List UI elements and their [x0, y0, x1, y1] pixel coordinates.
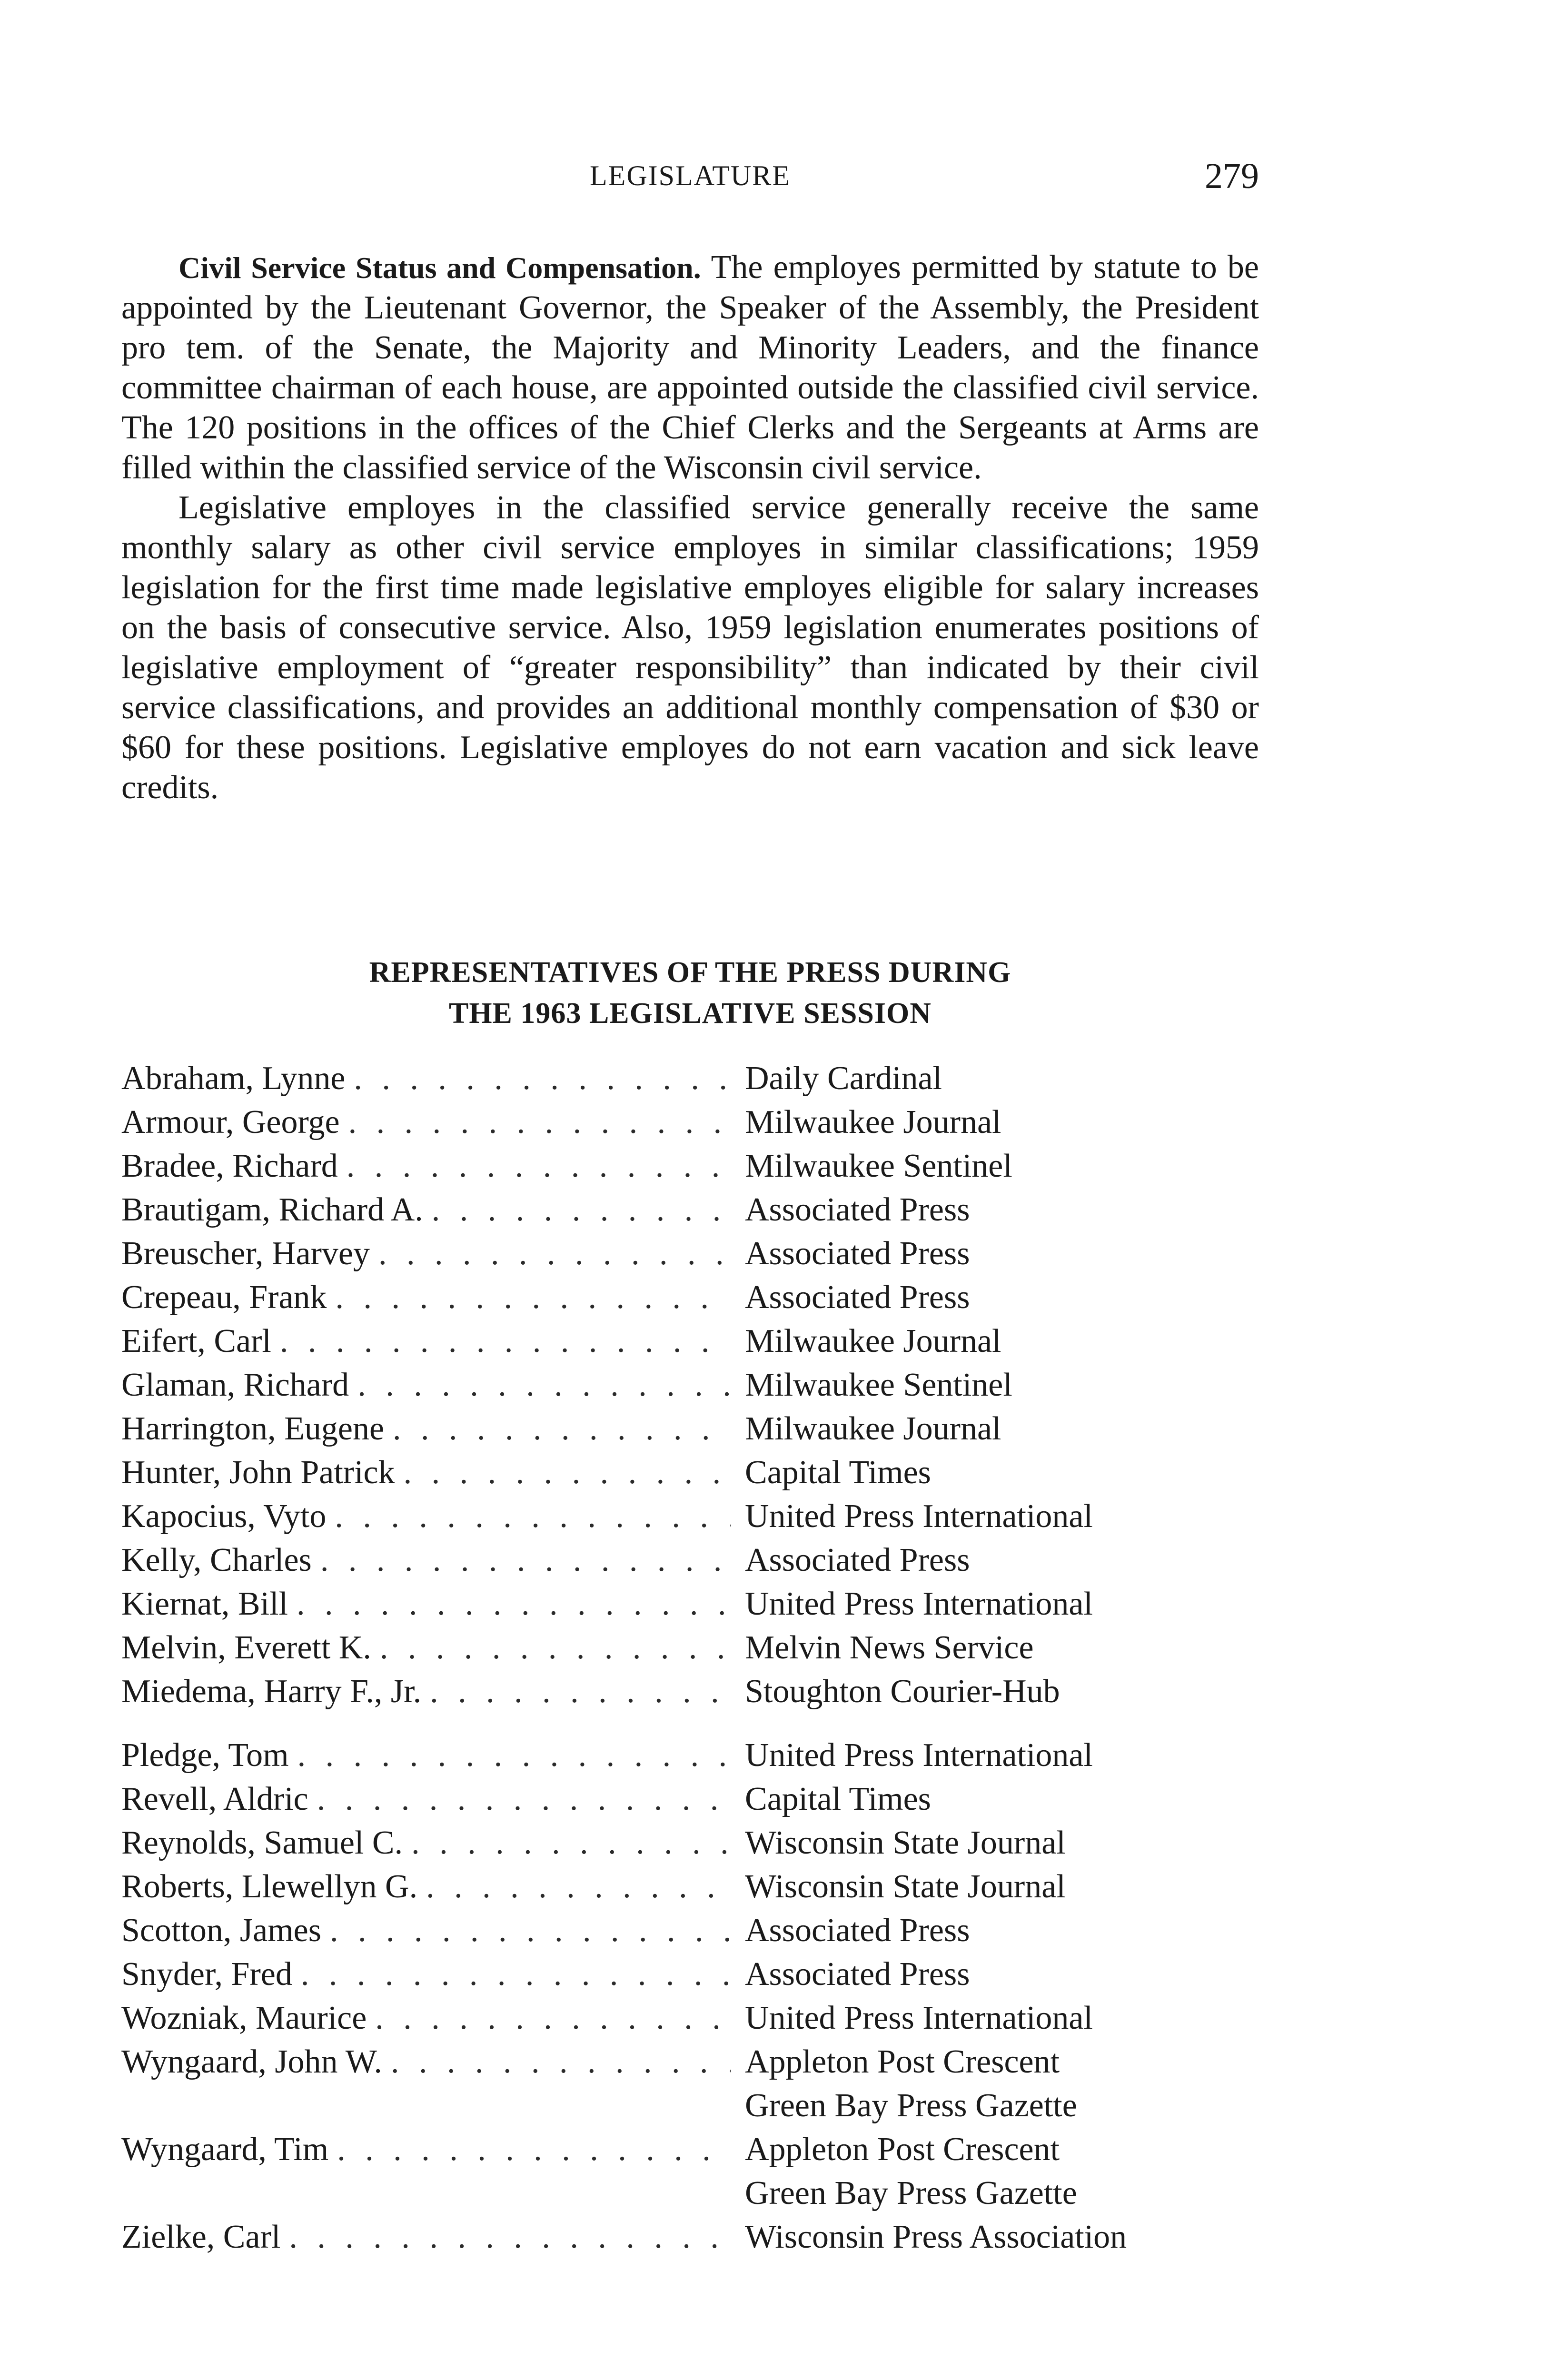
dot-leader [289, 2215, 731, 2259]
entry-name-column [121, 1777, 731, 1821]
press-entry [121, 1232, 1264, 1276]
publication-name: Appleton Post Crescent [745, 2131, 1060, 2168]
publication-column [731, 1495, 1264, 1538]
publication-name: Stoughton Courier-Hub [745, 1673, 1060, 1710]
publication-column [731, 2215, 1264, 2259]
paragraph-1-text: The employes permitted by statute to be appointed by the Lieutenant Governor, the Speaker of the Assembly, the President pro tem. of the Senate, the Majority and Minority Leaders, and the finance committee chairman of each house, are appointed outside the classified civil service. The 120 positions in the offices of the Chief Clerks and the Sergeants at Arms are filled within the classified service of the Wisconsin civil service. [121, 249, 1259, 486]
reporter-name: Hunter, John Patrick [121, 1454, 395, 1491]
dot-leader [411, 1821, 731, 1865]
publication-name-secondary: Green Bay Press Gazette [745, 2175, 1077, 2211]
publication-name: Milwaukee Journal [745, 1410, 1001, 1447]
publication-column [731, 1865, 1264, 1909]
publication-name: Wisconsin State Journal [745, 1825, 1066, 1861]
publication-name: Associated Press [745, 1956, 970, 1993]
publication-name: Milwaukee Journal [745, 1323, 1001, 1359]
publication-column [731, 1188, 1264, 1232]
dot-leader [378, 1232, 731, 1276]
publication-column [731, 1232, 1264, 1276]
press-representatives-list [121, 1057, 1264, 2259]
reporter-name: Pledge, Tom [121, 1737, 289, 1774]
dot-leader [320, 1538, 731, 1582]
entry-name-column [121, 1538, 731, 1582]
publication-column [731, 1996, 1264, 2040]
publication-name: Capital Times [745, 1781, 931, 1817]
entry-name-column [121, 1670, 731, 1714]
publication-name: United Press International [745, 2000, 1093, 2036]
publication-name-secondary: Green Bay Press Gazette [745, 2087, 1077, 2124]
entry-name-column [121, 1144, 731, 1188]
dot-leader [404, 1451, 731, 1495]
entry-name-column [121, 1734, 731, 1777]
entry-name-column [121, 1953, 731, 1996]
entry-name-column [121, 1865, 731, 1909]
section-heading [121, 952, 1259, 1034]
dot-leader [380, 1626, 731, 1670]
publication-name: Milwaukee Sentinel [745, 1148, 1012, 1184]
publication-column [731, 1670, 1264, 1714]
reporter-name: Abraham, Lynne [121, 1060, 346, 1097]
intro-paragraph-1 [121, 248, 1259, 488]
publication-column [731, 1319, 1264, 1363]
reporter-name: Wozniak, Maurice [121, 2000, 367, 2036]
dot-leader [337, 2128, 731, 2172]
entry-name-column [121, 1495, 731, 1538]
dot-leader [393, 1407, 731, 1451]
press-entry [121, 1865, 1264, 1909]
reporter-name: Breuscher, Harvey [121, 1235, 370, 1272]
entry-name-column [121, 1319, 731, 1363]
press-entry [121, 1582, 1264, 1626]
reporter-name: Kapocius, Vyto [121, 1498, 327, 1535]
publication-column [731, 1734, 1264, 1777]
publication-column [731, 1582, 1264, 1626]
running-title: LEGISLATURE [590, 160, 791, 191]
intro-text [121, 248, 1259, 808]
run-in-heading: Civil Service Status and Compensation. [178, 251, 701, 285]
publication-name: United Press International [745, 1586, 1093, 1622]
entry-name-column [121, 1188, 731, 1232]
press-entry [121, 1953, 1264, 1996]
dot-leader [354, 1057, 731, 1101]
dot-leader [336, 1276, 731, 1319]
press-entry [121, 1538, 1264, 1582]
running-head [121, 156, 1259, 202]
intro-paragraph-2: Legislative employes in the classified service generally receive the same monthly salary as other civil service employes in similar classifications; 1959 legislation for the first time made legislative employes eligible for salary increases on the basis of consecutive service. Also, 1959 legislation enumerates positions of legislative employment of “greater responsibility” than indicated by their civil service classifications, and provides an additional monthly compensation of $30 or $60 for these positions. Legislative employes do not earn vacation and sick leave credits. [121, 489, 1259, 806]
reporter-name: Miedema, Harry F., Jr. [121, 1673, 422, 1710]
reporter-name: Wyngaard, Tim [121, 2131, 329, 2168]
press-entry [121, 2215, 1264, 2259]
publication-column [731, 1144, 1264, 1188]
publication-name: Associated Press [745, 1191, 970, 1228]
publication-name: Wisconsin State Journal [745, 1868, 1066, 1905]
reporter-name: Snyder, Fred [121, 1956, 292, 1993]
press-entry [121, 1451, 1264, 1495]
publication-name: Daily Cardinal [745, 1060, 942, 1097]
publication-name: Associated Press [745, 1279, 970, 1316]
dot-leader [375, 1996, 731, 2040]
publication-column [731, 1407, 1264, 1451]
dot-leader [348, 1101, 731, 1144]
dot-leader [391, 2040, 731, 2084]
reporter-name: Zielke, Carl [121, 2219, 281, 2255]
reporter-name: Harrington, Eugene [121, 1410, 385, 1447]
entry-name-column [121, 1626, 731, 1670]
dot-leader [430, 1670, 731, 1714]
publication-name: Capital Times [745, 1454, 931, 1491]
entry-name-column [121, 1996, 731, 2040]
publication-column [731, 1101, 1264, 1144]
reporter-name: Eifert, Carl [121, 1323, 271, 1359]
press-entry [121, 1821, 1264, 1865]
publication-column [731, 1777, 1264, 1821]
press-entry [121, 2128, 1264, 2215]
reporter-name: Armour, George [121, 1104, 340, 1140]
entry-name-column [121, 1276, 731, 1319]
publication-name: Milwaukee Journal [745, 1104, 1001, 1140]
entry-name-column [121, 2215, 731, 2259]
publication-column [731, 1909, 1264, 1953]
entry-name-column [121, 2040, 731, 2084]
reporter-name: Scotton, James [121, 1912, 321, 1949]
entry-name-column [121, 1821, 731, 1865]
dot-leader [317, 1777, 731, 1821]
entry-name-column [121, 1363, 731, 1407]
reporter-name: Glaman, Richard [121, 1367, 349, 1403]
dot-leader [335, 1495, 731, 1538]
publication-name: Associated Press [745, 1235, 970, 1272]
reporter-name: Bradee, Richard [121, 1148, 338, 1184]
press-entry [121, 1188, 1264, 1232]
press-entry [121, 1495, 1264, 1538]
dot-leader [426, 1865, 731, 1909]
reporter-name: Wyngaard, John W. [121, 2043, 382, 2080]
entry-name-column [121, 1451, 731, 1495]
press-entry [121, 1276, 1264, 1319]
entry-name-column [121, 1232, 731, 1276]
press-entry [121, 1407, 1264, 1451]
press-entry [121, 1057, 1264, 1101]
publication-name: Appleton Post Crescent [745, 2043, 1060, 2080]
press-entry [121, 1319, 1264, 1363]
dot-leader [330, 1909, 731, 1953]
press-entry [121, 1777, 1264, 1821]
entry-name-column [121, 1909, 731, 1953]
dot-leader [297, 1582, 731, 1626]
publication-column [731, 2128, 1264, 2215]
reporter-name: Melvin, Everett K. [121, 1629, 371, 1666]
press-entry [121, 1101, 1264, 1144]
dot-leader [347, 1144, 731, 1188]
publication-column [731, 1057, 1264, 1101]
press-entry [121, 1734, 1264, 1777]
publication-name: Associated Press [745, 1542, 970, 1578]
press-entry [121, 1144, 1264, 1188]
publication-column [731, 1276, 1264, 1319]
publication-name: Milwaukee Sentinel [745, 1367, 1012, 1403]
publication-column [731, 2040, 1264, 2128]
publication-column [731, 1626, 1264, 1670]
reporter-name: Reynolds, Samuel C. [121, 1825, 403, 1861]
dot-leader [297, 1734, 731, 1777]
publication-name: Wisconsin Press Association [745, 2219, 1127, 2255]
reporter-name: Kiernat, Bill [121, 1586, 288, 1622]
dot-leader [432, 1188, 731, 1232]
publication-column [731, 1538, 1264, 1582]
entry-name-column [121, 2128, 731, 2172]
publication-name: Associated Press [745, 1912, 970, 1949]
dot-leader [301, 1953, 731, 1996]
section-heading-line-2: THE 1963 LEGISLATIVE SESSION [448, 997, 932, 1030]
publication-column [731, 1363, 1264, 1407]
entry-name-column [121, 1582, 731, 1626]
press-entry [121, 1626, 1264, 1670]
section-heading-line-1: REPRESENTATIVES OF THE PRESS DURING [369, 956, 1011, 989]
reporter-name: Kelly, Charles [121, 1542, 312, 1578]
publication-name: United Press International [745, 1498, 1093, 1535]
press-entry [121, 1670, 1264, 1714]
press-entry [121, 1909, 1264, 1953]
entry-name-column [121, 1057, 731, 1101]
page-number: 279 [1205, 156, 1259, 196]
publication-name: Melvin News Service [745, 1629, 1034, 1666]
publication-name: United Press International [745, 1737, 1093, 1774]
dot-leader [357, 1363, 731, 1407]
reporter-name: Brautigam, Richard A. [121, 1191, 423, 1228]
reporter-name: Revell, Aldric [121, 1781, 308, 1817]
press-entry [121, 1363, 1264, 1407]
reporter-name: Roberts, Llewellyn G. [121, 1868, 418, 1905]
press-entry [121, 1996, 1264, 2040]
dot-leader [280, 1319, 731, 1363]
publication-column [731, 1821, 1264, 1865]
press-entry [121, 2040, 1264, 2128]
publication-column [731, 1953, 1264, 1996]
publication-column [731, 1451, 1264, 1495]
reporter-name: Crepeau, Frank [121, 1279, 327, 1316]
entry-name-column [121, 1407, 731, 1451]
entry-name-column [121, 1101, 731, 1144]
